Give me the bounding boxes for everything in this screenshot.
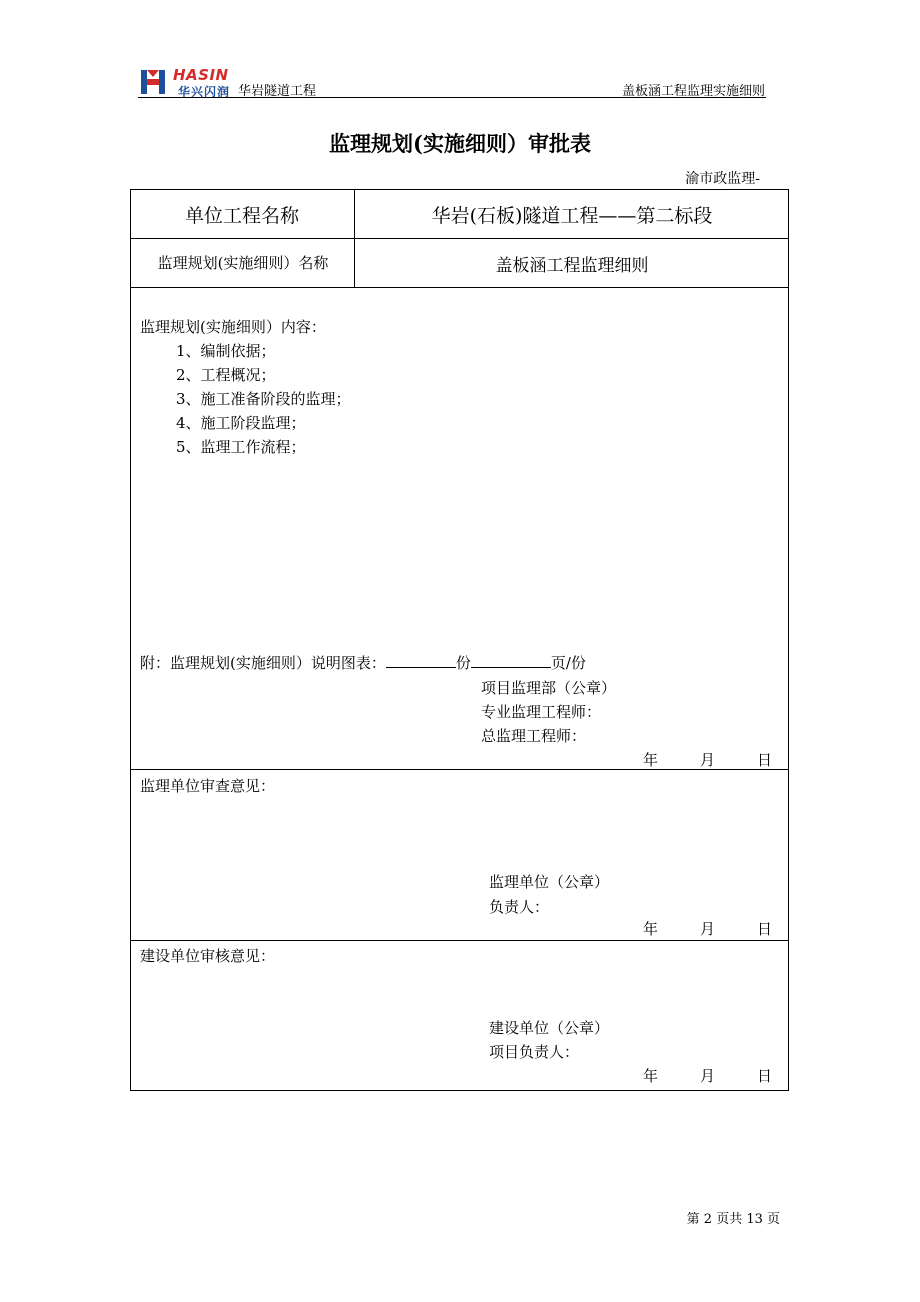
logo-text: HASIN bbox=[173, 66, 229, 84]
plan-name-value: 盖板涵工程监理细则 bbox=[495, 255, 649, 276]
supervision-dept-seal: 项目监理部（公章） bbox=[481, 679, 617, 697]
row-divider bbox=[130, 287, 789, 288]
review-heading: 监理单位审查意见： bbox=[140, 777, 276, 795]
content-item: 2、工程概况； bbox=[176, 366, 276, 384]
specialist-engineer: 专业监理工程师： bbox=[481, 703, 602, 721]
copies-blank bbox=[386, 653, 456, 668]
header-project-name: 华岩隧道工程 bbox=[238, 84, 317, 99]
header-divider bbox=[138, 97, 766, 98]
content-item: 3、施工准备阶段的监理； bbox=[176, 390, 351, 408]
company-logo bbox=[140, 66, 240, 98]
attachment-label: 附：监理规划(实施细则）说明图表： bbox=[140, 654, 386, 672]
approval-heading: 建设单位审核意见： bbox=[140, 947, 276, 965]
date-day: 日 bbox=[757, 920, 773, 938]
document-number: 渝市政监理- bbox=[685, 171, 760, 187]
row-divider bbox=[130, 940, 789, 941]
date-month: 月 bbox=[700, 751, 716, 769]
content-item: 4、施工阶段监理； bbox=[176, 414, 306, 432]
pages-blank bbox=[471, 653, 551, 668]
construction-unit-seal: 建设单位（公章） bbox=[489, 1019, 610, 1037]
date-year: 年 bbox=[643, 1067, 659, 1085]
header-document-name: 盖板涵工程监理实施细则 bbox=[621, 84, 765, 99]
project-person-in-charge: 项目负责人： bbox=[489, 1043, 580, 1061]
content-item: 1、编制依据； bbox=[176, 342, 276, 360]
content-heading: 监理规划(实施细则）内容： bbox=[140, 318, 326, 336]
date-year: 年 bbox=[643, 920, 659, 938]
date-month: 月 bbox=[700, 920, 716, 938]
date-day: 日 bbox=[757, 1067, 773, 1085]
pages-unit: 页/份 bbox=[550, 654, 586, 672]
logo-cn-text: 华兴闪润 bbox=[178, 85, 231, 99]
row-divider bbox=[130, 769, 789, 770]
supervision-unit-seal: 监理单位（公章） bbox=[489, 873, 610, 891]
page-title: 监理规划(实施细则）审批表 bbox=[329, 131, 591, 156]
logo-h-icon bbox=[140, 68, 166, 96]
date-day: 日 bbox=[757, 751, 773, 769]
plan-name-label: 监理规划(实施细则）名称 bbox=[157, 253, 329, 272]
unit-project-label: 单位工程名称 bbox=[184, 204, 299, 227]
copies-unit: 份 bbox=[455, 654, 471, 672]
content-item: 5、监理工作流程； bbox=[176, 438, 306, 456]
chief-engineer: 总监理工程师： bbox=[481, 727, 587, 745]
date-year: 年 bbox=[643, 751, 659, 769]
unit-project-value: 华岩(石板)隧道工程——第二标段 bbox=[431, 204, 713, 227]
date-month: 月 bbox=[700, 1067, 716, 1085]
attachment-line bbox=[140, 652, 586, 673]
review-person-in-charge: 负责人： bbox=[489, 898, 550, 916]
page-number: 第 2 页共 13 页 bbox=[686, 1212, 780, 1227]
